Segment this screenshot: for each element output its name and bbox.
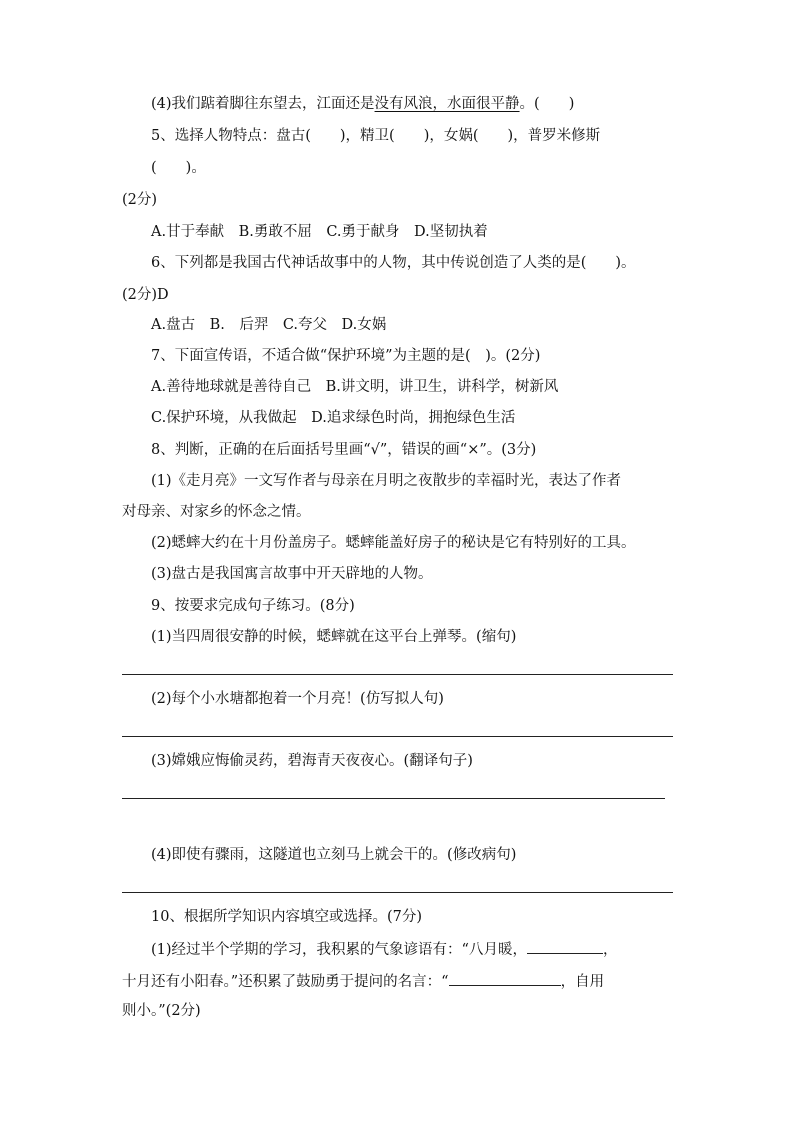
fill-in-1 <box>151 938 617 960</box>
fill-in-1-end: 则小。”(2分) <box>122 1003 201 1019</box>
text: (1)经过半个学期的学习，我积累的气象谚语有：“八月暖， <box>151 942 527 958</box>
answer-line-1[interactable] <box>122 674 673 675</box>
exercise-2: (2)每个小水塘都抱着一个月亮！(仿写拟人句) <box>151 691 444 707</box>
question-10: 10、根据所学知识内容填空或选择。(7分) <box>151 909 422 925</box>
exercise-3: (3)嫦娥应悔偷灵药，碧海青天夜夜心。(翻译句子) <box>151 753 473 769</box>
question-9: 9、按要求完成句子练习。(8分) <box>151 598 355 614</box>
answer-line-2[interactable] <box>122 736 673 737</box>
question-7-options-ab: A.善待地球就是善待自己 B.讲文明，讲卫生，讲科学，树新风 <box>151 379 559 395</box>
answer-bracket: 。( ) <box>519 96 575 112</box>
fill-blank[interactable] <box>527 938 603 954</box>
text: (4)我们踮着脚往东望去，江面还是 <box>151 96 375 112</box>
judgement-2: (2)蟋蟀大约在十月份盖房子。蟋蟀能盖好房子的秘诀是它有特别好的工具。 <box>151 535 636 551</box>
question-7-options-cd: C.保护环境，从我做起 D.追求绿色时尚，拥抱绿色生活 <box>151 410 516 426</box>
question-5-options: A.甘于奉献 B.勇敢不屈 C.勇于献身 D.坚韧执着 <box>151 224 488 240</box>
underlined-phrase: 没有风浪，水面很平静 <box>374 96 520 112</box>
question-5: 5、选择人物特点：盘古( )，精卫( )，女娲( )，普罗米修斯 <box>151 128 601 144</box>
exercise-4: (4)即使有骤雨，这隧道也立刻马上就会干的。(修改病句) <box>151 847 517 863</box>
points-label-answer: (2分)D <box>122 287 169 303</box>
question-4-line <box>151 94 574 114</box>
fill-in-1-continued <box>122 970 604 992</box>
judgement-1: (1)《走月亮》一文写作者与母亲在月明之夜散步的幸福时光，表达了作者 <box>151 473 622 489</box>
question-6: 6、下列都是我国古代神话故事中的人物，其中传说创造了人类的是( )。 <box>151 255 636 271</box>
question-8: 8、判断，正确的在后面括号里画“√”，错误的画“×”。(3分) <box>151 442 537 458</box>
answer-line-3[interactable] <box>122 798 665 799</box>
judgement-1-continued: 对母亲、对家乡的怀念之情。 <box>122 504 311 520</box>
question-5-continued: ( )。 <box>151 160 206 176</box>
question-7: 7、下面宣传语，不适合做“保护环境”为主题的是( )。(2分) <box>151 348 541 364</box>
text: 十月还有小阳春。”还积累了鼓励勇于提问的名言：“ <box>122 974 449 990</box>
question-6-options: A.盘古 B. 后羿 C.夸父 D.女娲 <box>151 317 387 333</box>
exercise-1: (1)当四周很安静的时候，蟋蟀就在这平台上弹琴。(缩句) <box>151 629 517 645</box>
answer-line-4[interactable] <box>122 892 673 893</box>
text: ， <box>602 942 618 958</box>
text: ，自用 <box>560 974 605 990</box>
judgement-3: (3)盘古是我国寓言故事中开天辟地的人物。 <box>151 566 433 582</box>
points-label: (2分) <box>122 192 158 208</box>
fill-blank[interactable] <box>449 970 561 986</box>
